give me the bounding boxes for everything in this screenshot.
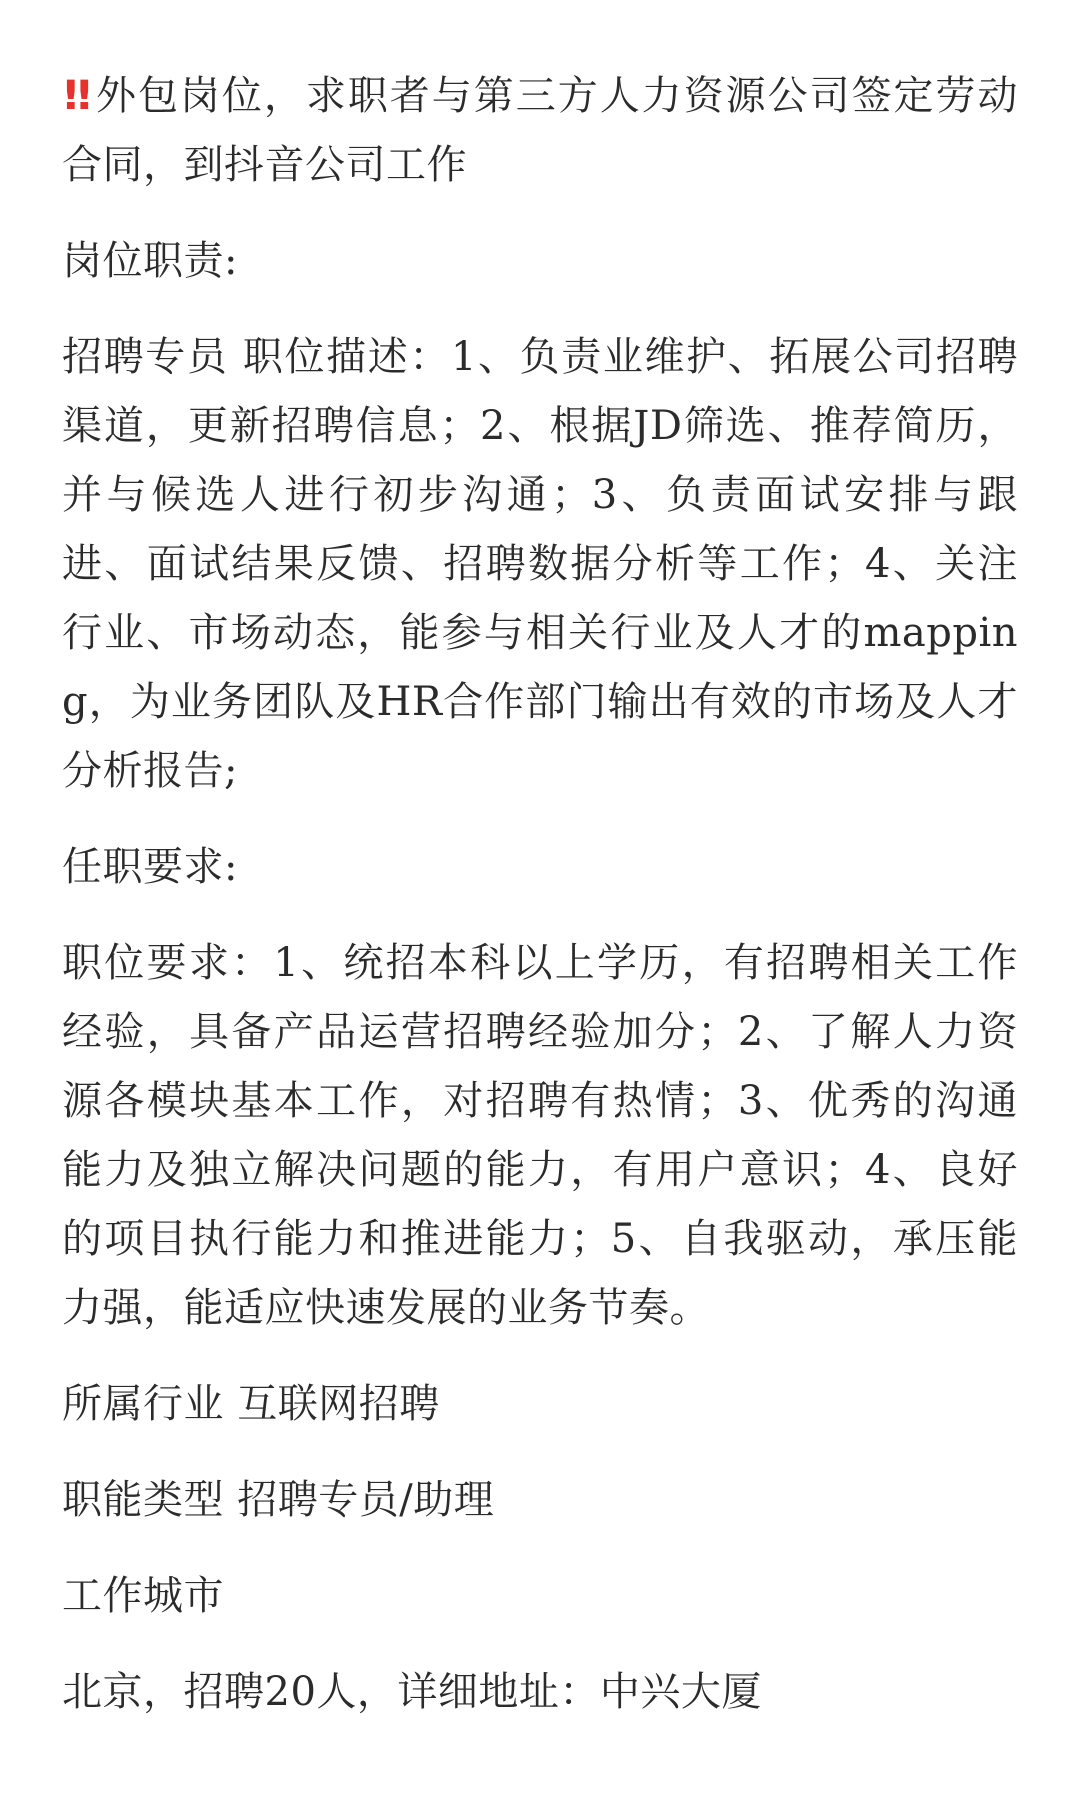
function-type-line: 职能类型 招聘专员/助理 [62,1477,495,1523]
responsibilities-heading: 岗位职责: [62,238,238,284]
requirements-body: 职位要求：1、统招本科以上学历，有招聘相关工作经验，具备产品运营招聘经验加分；2、了解人力资源各模块基本工作，对招聘有热情；3、优秀的沟通能力及独立解决问题的能力，有用户意识；4、良好的项目执行能力和推进能力；5、自我驱动，承压能力强，能适应快速发展的业务节奏。 [62,940,1018,1331]
industry-line: 所属行业 互联网招聘 [62,1381,440,1427]
double-exclamation-icon: !! [60,73,88,119]
responsibilities-body: 招聘专员 职位描述：1、负责业维护、拓展公司招聘渠道，更新招聘信息；2、根据JD筛选、推荐简历，并与候选人进行初步沟通；3、负责面试安排与跟进、面试结果反馈、招聘数据分析等工作；4、关注行业、市场动态，能参与相关行业及人才的mapping，为业务团队及HR合作部门输出有效的市场及人才分析报告; [62,334,1018,794]
outsourcing-notice-text: 外包岗位，求职者与第三方人力资源公司签定劳动合同，到抖音公司工作 [62,73,1018,188]
work-city-heading: 工作城市 [62,1573,224,1619]
location-line: 北京，招聘20人，详细地址：中兴大厦 [62,1669,762,1715]
outsourcing-notice [62,62,1018,200]
requirements-heading: 任职要求: [62,844,238,890]
